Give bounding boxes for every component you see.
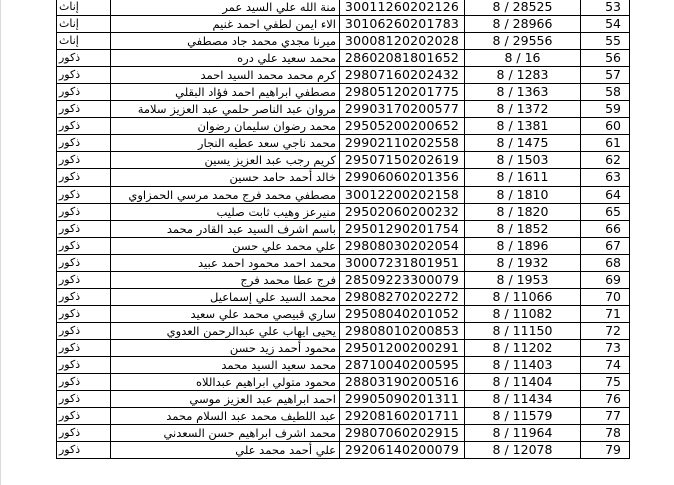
name-cell: مصطفي محمد فرج محمد مرسي الحمزاوي: [111, 186, 340, 203]
name-cell: علي أحمد محمد علي: [111, 442, 340, 459]
table-row: [57, 84, 630, 101]
national-id-cell: 29501200200291: [340, 339, 465, 356]
name-cell: محمد سعيد علي دره: [111, 50, 340, 67]
table-row: [57, 135, 630, 152]
national-id-cell: 29808030202054: [340, 237, 465, 254]
gender-cell: ذكور: [57, 237, 111, 254]
seat-code-cell: 8 / 11579: [465, 408, 581, 425]
seat-code-cell: 8 / 11404: [465, 374, 581, 391]
name-cell: مصطفي ابراهيم احمد فؤاد البقلي: [111, 84, 340, 101]
table-row: [57, 408, 630, 425]
national-id-cell: 28509223300079: [340, 271, 465, 288]
table-row: [57, 288, 630, 305]
name-cell: فرج عطا محمد فرج: [111, 271, 340, 288]
name-cell: خالد أحمد حامد حسين: [111, 169, 340, 186]
row-number-cell: 57: [581, 67, 630, 84]
national-id-cell: 29807060202915: [340, 425, 465, 442]
name-cell: منيرعز وهيب ثابت صليب: [111, 203, 340, 220]
national-id-cell: 30106260201783: [340, 16, 465, 33]
national-id-cell: 28602081801652: [340, 50, 465, 67]
row-number-cell: 63: [581, 169, 630, 186]
seat-code-cell: 8 / 11434: [465, 391, 581, 408]
seat-code-cell: 8 / 16: [465, 50, 581, 67]
gender-cell: ذكور: [57, 356, 111, 373]
gender-cell: ذكور: [57, 186, 111, 203]
gender-cell: إناث: [57, 0, 111, 16]
seat-code-cell: 8 / 28966: [465, 16, 581, 33]
national-id-cell: 29902110202558: [340, 135, 465, 152]
table-row: [57, 50, 630, 67]
row-number-cell: 65: [581, 203, 630, 220]
row-number-cell: 60: [581, 118, 630, 135]
name-cell: كريم رجب عبد العزيز يسين: [111, 152, 340, 169]
name-cell: محمود متولي ابراهيم عبداللاه: [111, 374, 340, 391]
row-number-cell: 79: [581, 442, 630, 459]
row-number-cell: 74: [581, 356, 630, 373]
table-row: [57, 169, 630, 186]
table-row: [57, 186, 630, 203]
national-id-cell: 29808270202272: [340, 288, 465, 305]
name-cell: محمد سعيد السيد محمد: [111, 356, 340, 373]
gender-cell: ذكور: [57, 203, 111, 220]
table-row: [57, 339, 630, 356]
national-id-cell: 29508040201052: [340, 305, 465, 322]
national-id-cell: 29906060201356: [340, 169, 465, 186]
name-cell: محمود أحمد زيد حسن: [111, 339, 340, 356]
name-cell: يحيى ايهاب علي عبدالرحمن العدوي: [111, 322, 340, 339]
seat-code-cell: 8 / 1372: [465, 101, 581, 118]
table-row: [57, 33, 630, 50]
table-row: [57, 322, 630, 339]
table-row: [57, 118, 630, 135]
national-id-cell: 30011260202126: [340, 0, 465, 16]
name-cell: محمد ناجي سعد عطيه النجار: [111, 135, 340, 152]
table-row: [57, 305, 630, 322]
seat-code-cell: 8 / 1363: [465, 84, 581, 101]
name-cell: ميرنا مجدي محمد جاد مصطفي: [111, 33, 340, 50]
name-cell: محمد اشرف ابراهيم حسن السعدني: [111, 425, 340, 442]
table-row: [57, 152, 630, 169]
table-row: [57, 203, 630, 220]
name-cell: محمد احمد محمود احمد عبيد: [111, 254, 340, 271]
seat-code-cell: 8 / 12078: [465, 442, 581, 459]
seat-code-cell: 8 / 1852: [465, 220, 581, 237]
row-number-cell: 76: [581, 391, 630, 408]
table-row: [57, 237, 630, 254]
row-number-cell: 75: [581, 374, 630, 391]
seat-code-cell: 8 / 1953: [465, 271, 581, 288]
gender-cell: ذكور: [57, 305, 111, 322]
row-number-cell: 62: [581, 152, 630, 169]
table-row: [57, 442, 630, 459]
gender-cell: ذكور: [57, 408, 111, 425]
seat-code-cell: 8 / 11082: [465, 305, 581, 322]
name-cell: محمد رضوان سليمان رضوان: [111, 118, 340, 135]
row-number-cell: 54: [581, 16, 630, 33]
seat-code-cell: 8 / 1820: [465, 203, 581, 220]
name-cell: عبد اللطيف محمد عبد السلام محمد: [111, 408, 340, 425]
name-cell: كرم محمد محمد السيد احمد: [111, 67, 340, 84]
national-id-cell: 29807160202432: [340, 67, 465, 84]
table-row: [57, 254, 630, 271]
row-number-cell: 68: [581, 254, 630, 271]
row-number-cell: 61: [581, 135, 630, 152]
name-cell: ساري قبيصي محمد علي سعيد: [111, 305, 340, 322]
national-id-cell: 29903170200577: [340, 101, 465, 118]
table-row: [57, 356, 630, 373]
national-id-cell: 29805120201775: [340, 84, 465, 101]
table-row: [57, 391, 630, 408]
seat-code-cell: 8 / 1503: [465, 152, 581, 169]
seat-code-cell: 8 / 1611: [465, 169, 581, 186]
gender-cell: ذكور: [57, 339, 111, 356]
national-id-cell: 29501290201754: [340, 220, 465, 237]
seat-code-cell: 8 / 11150: [465, 322, 581, 339]
gender-cell: ذكور: [57, 288, 111, 305]
national-id-cell: 29208160201711: [340, 408, 465, 425]
gender-cell: ذكور: [57, 152, 111, 169]
gender-cell: ذكور: [57, 220, 111, 237]
national-id-cell: 30012200202158: [340, 186, 465, 203]
gender-cell: ذكور: [57, 254, 111, 271]
gender-cell: إناث: [57, 33, 111, 50]
table-row: [57, 271, 630, 288]
table-row: [57, 0, 630, 16]
name-cell: محمد السيد علي إسماعيل: [111, 288, 340, 305]
national-id-cell: 29505200200652: [340, 118, 465, 135]
national-id-cell: 30008120202028: [340, 33, 465, 50]
gender-cell: ذكور: [57, 322, 111, 339]
row-number-cell: 66: [581, 220, 630, 237]
seat-code-cell: 8 / 1475: [465, 135, 581, 152]
row-number-cell: 70: [581, 288, 630, 305]
row-number-cell: 73: [581, 339, 630, 356]
table-row: [57, 374, 630, 391]
row-number-cell: 71: [581, 305, 630, 322]
table-row: [57, 16, 630, 33]
row-number-cell: 78: [581, 425, 630, 442]
results-table: [56, 0, 630, 459]
name-cell: علي محمد علي حسن: [111, 237, 340, 254]
national-id-cell: 28710040200595: [340, 356, 465, 373]
national-id-cell: 30007231801951: [340, 254, 465, 271]
table-row: [57, 101, 630, 118]
seat-code-cell: 8 / 1932: [465, 254, 581, 271]
page-edge: [0, 0, 1, 485]
row-number-cell: 55: [581, 33, 630, 50]
row-number-cell: 64: [581, 186, 630, 203]
gender-cell: ذكور: [57, 67, 111, 84]
seat-code-cell: 8 / 11964: [465, 425, 581, 442]
row-number-cell: 53: [581, 0, 630, 16]
row-number-cell: 77: [581, 408, 630, 425]
table-row: [57, 220, 630, 237]
seat-code-cell: 8 / 1283: [465, 67, 581, 84]
national-id-cell: 29905090201311: [340, 391, 465, 408]
gender-cell: ذكور: [57, 135, 111, 152]
national-id-cell: 28803190200516: [340, 374, 465, 391]
seat-code-cell: 8 / 1810: [465, 186, 581, 203]
seat-code-cell: 8 / 28525: [465, 0, 581, 16]
gender-cell: ذكور: [57, 169, 111, 186]
gender-cell: إناث: [57, 16, 111, 33]
row-number-cell: 69: [581, 271, 630, 288]
name-cell: منة الله علي السيد عمر: [111, 0, 340, 16]
national-id-cell: 29206140200079: [340, 442, 465, 459]
seat-code-cell: 8 / 11202: [465, 339, 581, 356]
table-row: [57, 425, 630, 442]
gender-cell: ذكور: [57, 391, 111, 408]
row-number-cell: 72: [581, 322, 630, 339]
name-cell: باسم اشرف السيد عبد القادر محمد: [111, 220, 340, 237]
gender-cell: ذكور: [57, 442, 111, 459]
row-number-cell: 67: [581, 237, 630, 254]
row-number-cell: 58: [581, 84, 630, 101]
seat-code-cell: 8 / 29556: [465, 33, 581, 50]
national-id-cell: 29502060200232: [340, 203, 465, 220]
seat-code-cell: 8 / 11066: [465, 288, 581, 305]
gender-cell: ذكور: [57, 50, 111, 67]
seat-code-cell: 8 / 1896: [465, 237, 581, 254]
results-table-body: [57, 0, 630, 459]
national-id-cell: 29808010200853: [340, 322, 465, 339]
row-number-cell: 59: [581, 101, 630, 118]
gender-cell: ذكور: [57, 101, 111, 118]
gender-cell: ذكور: [57, 84, 111, 101]
gender-cell: ذكور: [57, 271, 111, 288]
national-id-cell: 29507150202619: [340, 152, 465, 169]
gender-cell: ذكور: [57, 425, 111, 442]
seat-code-cell: 8 / 11403: [465, 356, 581, 373]
name-cell: احمد ابراهيم عبد العزيز موسي: [111, 391, 340, 408]
table-row: [57, 67, 630, 84]
seat-code-cell: 8 / 1381: [465, 118, 581, 135]
name-cell: الاء ايمن لطفي احمد غنيم: [111, 16, 340, 33]
gender-cell: ذكور: [57, 118, 111, 135]
gender-cell: ذكور: [57, 374, 111, 391]
row-number-cell: 56: [581, 50, 630, 67]
name-cell: مروان عبد الناصر حلمي عبد العزيز سلامة: [111, 101, 340, 118]
